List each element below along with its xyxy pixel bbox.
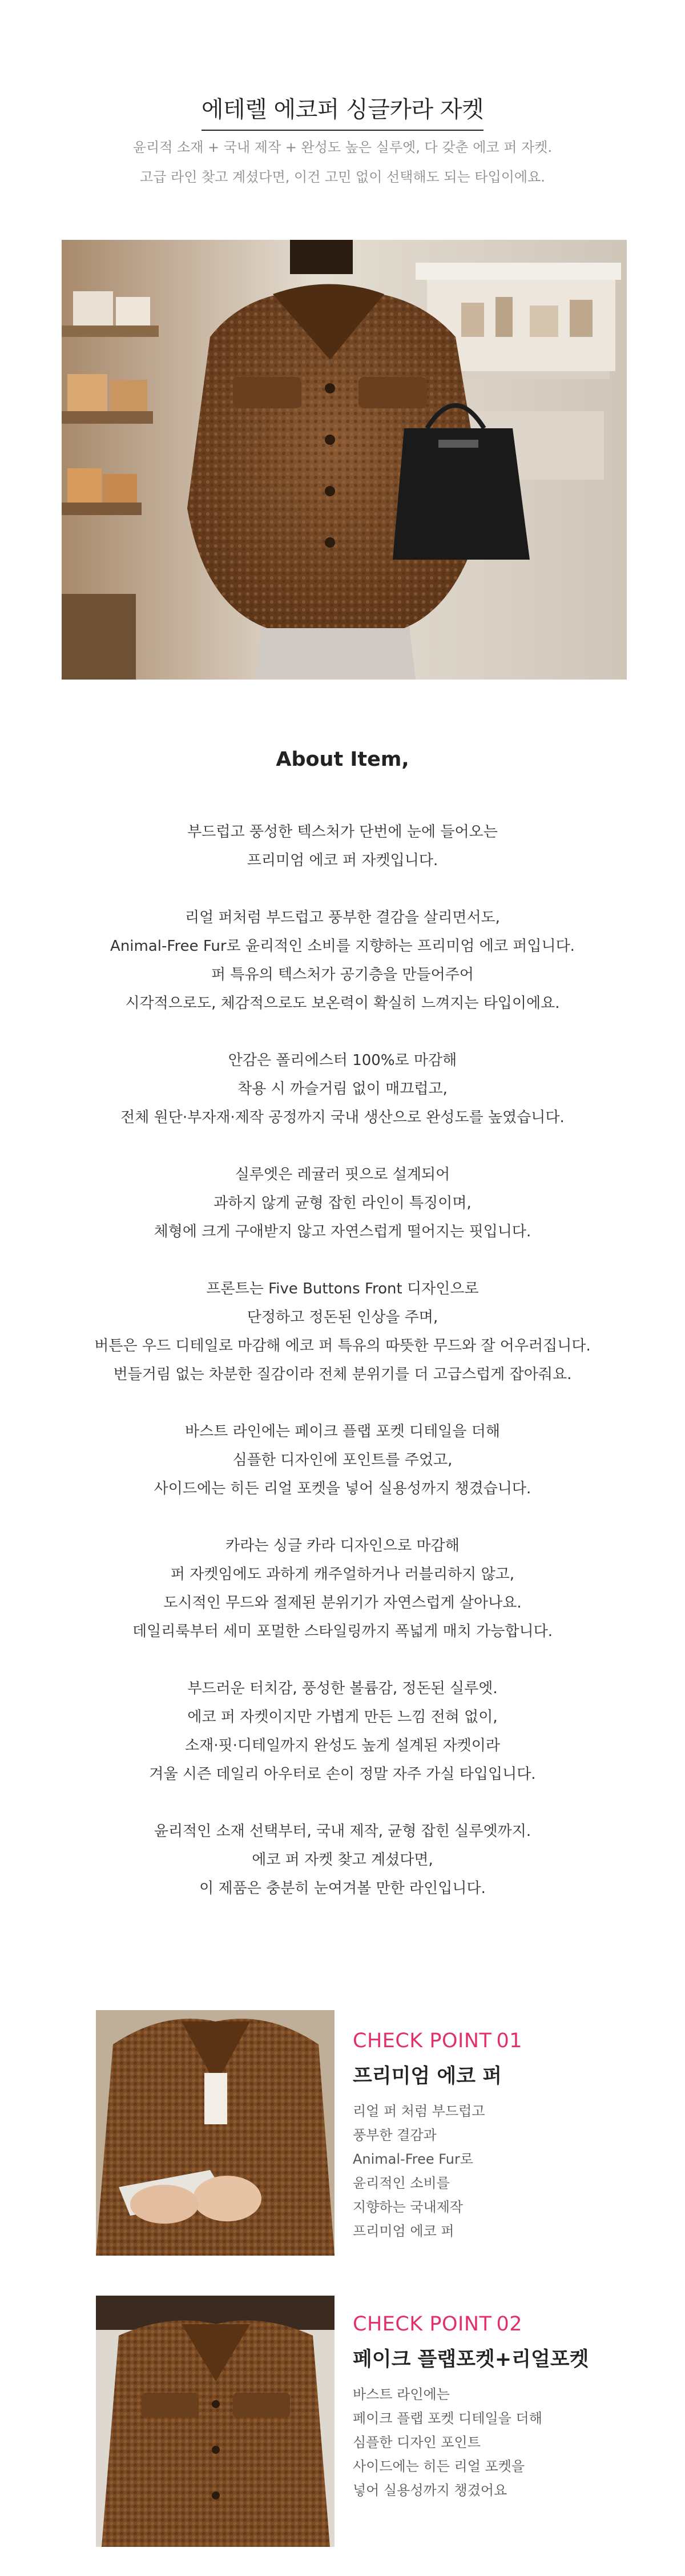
check-point-desc-line: 프리미엄 에코 퍼 — [353, 2223, 454, 2239]
product-title-block — [0, 91, 685, 131]
check-point-desc-line: 페이크 플랩 포켓 디테일을 더해 — [353, 2410, 542, 2426]
check-point-02-photo — [96, 2296, 335, 2547]
about-paragraph — [0, 1817, 685, 1903]
about-line: 퍼 특유의 텍스처가 공기층을 만들어주어 — [211, 966, 474, 983]
about-item-heading: About Item, — [276, 748, 409, 771]
about-line: 프론트는 Five Buttons Front 디자인으로 — [206, 1280, 479, 1297]
about-paragraph — [0, 1160, 685, 1246]
about-paragraph — [0, 903, 685, 1018]
about-line: 체형에 크게 구애받지 않고 자연스럽게 떨어지는 핏입니다. — [154, 1223, 531, 1240]
about-line: 에코 퍼 자켓 찾고 계셨다면, — [252, 1851, 433, 1868]
about-line: 바스트 라인에는 페이크 플랩 포켓 디테일을 더해 — [185, 1423, 500, 1440]
check-point-label — [353, 2313, 589, 2336]
check-point-desc-line: 지향하는 국내제작 — [353, 2199, 464, 2215]
about-line: 에코 퍼 자켓이지만 가볍게 만든 느낌 전혀 없이, — [187, 1709, 498, 1726]
about-line: 프리미엄 에코 퍼 자켓입니다. — [247, 852, 438, 869]
about-line: 윤리적인 소재 선택부터, 국내 제작, 균형 잡힌 실루엣까지. — [154, 1823, 531, 1840]
about-paragraph — [0, 1275, 685, 1389]
about-line: 번들거림 없는 차분한 질감이라 전체 분위기를 더 고급스럽게 잡아줘요. — [113, 1366, 572, 1383]
check-point-label-text: CHECK POINT — [353, 2313, 492, 2336]
check-point-02-text — [353, 2313, 589, 2502]
about-line: 심플한 디자인에 포인트를 주었고, — [232, 1452, 453, 1469]
about-line: 착용 시 까슬거림 없이 매끄럽고, — [237, 1080, 448, 1098]
fur-closeup-illustration — [96, 2010, 335, 2256]
check-point-desc-line: 윤리적인 소비를 — [353, 2175, 450, 2191]
check-point-desc-line: Animal-Free Fur로 — [353, 2151, 474, 2167]
pocket-detail-illustration — [96, 2296, 335, 2547]
check-point-desc-line: 심플한 디자인 포인트 — [353, 2434, 481, 2450]
about-item-body — [0, 818, 685, 1931]
check-point-title: 프리미엄 에코 퍼 — [353, 2065, 502, 2088]
check-point-description — [353, 2382, 589, 2502]
check-point-number: 02 — [496, 2313, 522, 2336]
about-line: 버튼은 우드 디테일로 마감해 에코 퍼 특유의 따뜻한 무드와 잘 어우러집니다. — [94, 1337, 591, 1355]
check-point-label-text: CHECK POINT — [353, 2030, 492, 2052]
check-point-desc-line: 리얼 퍼 처럼 부드럽고 — [353, 2103, 485, 2119]
check-point-description — [353, 2099, 522, 2243]
check-point-number: 01 — [496, 2030, 522, 2052]
about-paragraph — [0, 1532, 685, 1646]
about-line: 전체 원단·부자재·제작 공정까지 국내 생산으로 완성도를 높였습니다. — [120, 1109, 565, 1126]
product-subtitle — [0, 132, 685, 192]
subtitle-line: 윤리적 소재 + 국내 제작 + 완성도 높은 실루엣, 다 갖춘 에코 퍼 자켓. — [132, 139, 553, 155]
about-line: 이 제품은 충분히 눈여겨볼 만한 라인입니다. — [199, 1880, 486, 1897]
about-line: 퍼 자켓임에도 과하게 캐주얼하거나 러블리하지 않고, — [170, 1566, 515, 1583]
check-point-title: 페이크 플랩포켓+리얼포켓 — [353, 2348, 589, 2371]
about-line: 겨울 시즌 데일리 아우터로 손이 정말 자주 가실 타입입니다. — [149, 1766, 536, 1783]
about-line: 실루엣은 레귤러 핏으로 설계되어 — [235, 1166, 450, 1183]
about-paragraph — [0, 1674, 685, 1789]
check-point-label — [353, 2030, 522, 2052]
about-line: 카라는 싱글 카라 디자인으로 마감해 — [225, 1537, 460, 1554]
about-line: 데일리룩부터 세미 포멀한 스타일링까지 폭넓게 매치 가능합니다. — [132, 1623, 553, 1640]
about-line: 소재·핏·디테일까지 완성도 높게 설계된 자켓이라 — [185, 1737, 500, 1754]
about-paragraph — [0, 1046, 685, 1132]
about-line: 시각적으로도, 체감적으로도 보온력이 확실히 느껴지는 타입이에요. — [125, 995, 560, 1012]
about-line: 과하지 않게 균형 잡힌 라인이 특징이며, — [213, 1195, 472, 1212]
about-paragraph — [0, 818, 685, 875]
about-line: 부드러운 터치감, 풍성한 볼륨감, 정돈된 실루엣. — [187, 1680, 498, 1697]
about-line: 부드럽고 풍성한 텍스처가 단번에 눈에 들어오는 — [187, 823, 498, 841]
check-point-desc-line: 바스트 라인에는 — [353, 2386, 450, 2402]
about-line: 단정하고 정돈된 인상을 주며, — [247, 1309, 438, 1326]
subtitle-line: 고급 라인 찾고 계셨다면, 이건 고민 없이 선택해도 되는 타입이에요. — [140, 169, 545, 185]
hero-product-photo — [62, 240, 627, 680]
about-line: Animal-Free Fur로 윤리적인 소비를 지향하는 프리미엄 에코 퍼입니다. — [110, 938, 575, 955]
about-line: 리얼 퍼처럼 부드럽고 풍부한 결감을 살리면서도, — [185, 909, 500, 926]
check-point-01-text — [353, 2030, 522, 2243]
about-line: 안감은 폴리에스터 100%로 마감해 — [228, 1052, 457, 1069]
about-paragraph — [0, 1417, 685, 1503]
check-point-desc-line: 사이드에는 히든 리얼 포켓을 — [353, 2458, 525, 2474]
check-point-01-photo — [96, 2010, 335, 2256]
hero-photo-illustration — [62, 240, 627, 680]
about-line: 도시적인 무드와 절제된 분위기가 자연스럽게 살아나요. — [163, 1594, 522, 1611]
about-line: 사이드에는 히든 리얼 포켓을 넣어 실용성까지 챙겼습니다. — [154, 1480, 531, 1497]
check-point-desc-line: 넣어 실용성까지 챙겼어요 — [353, 2482, 507, 2498]
check-point-desc-line: 풍부한 결감과 — [353, 2127, 437, 2143]
product-title: 에테렐 에코퍼 싱글카라 자켓 — [202, 91, 483, 131]
